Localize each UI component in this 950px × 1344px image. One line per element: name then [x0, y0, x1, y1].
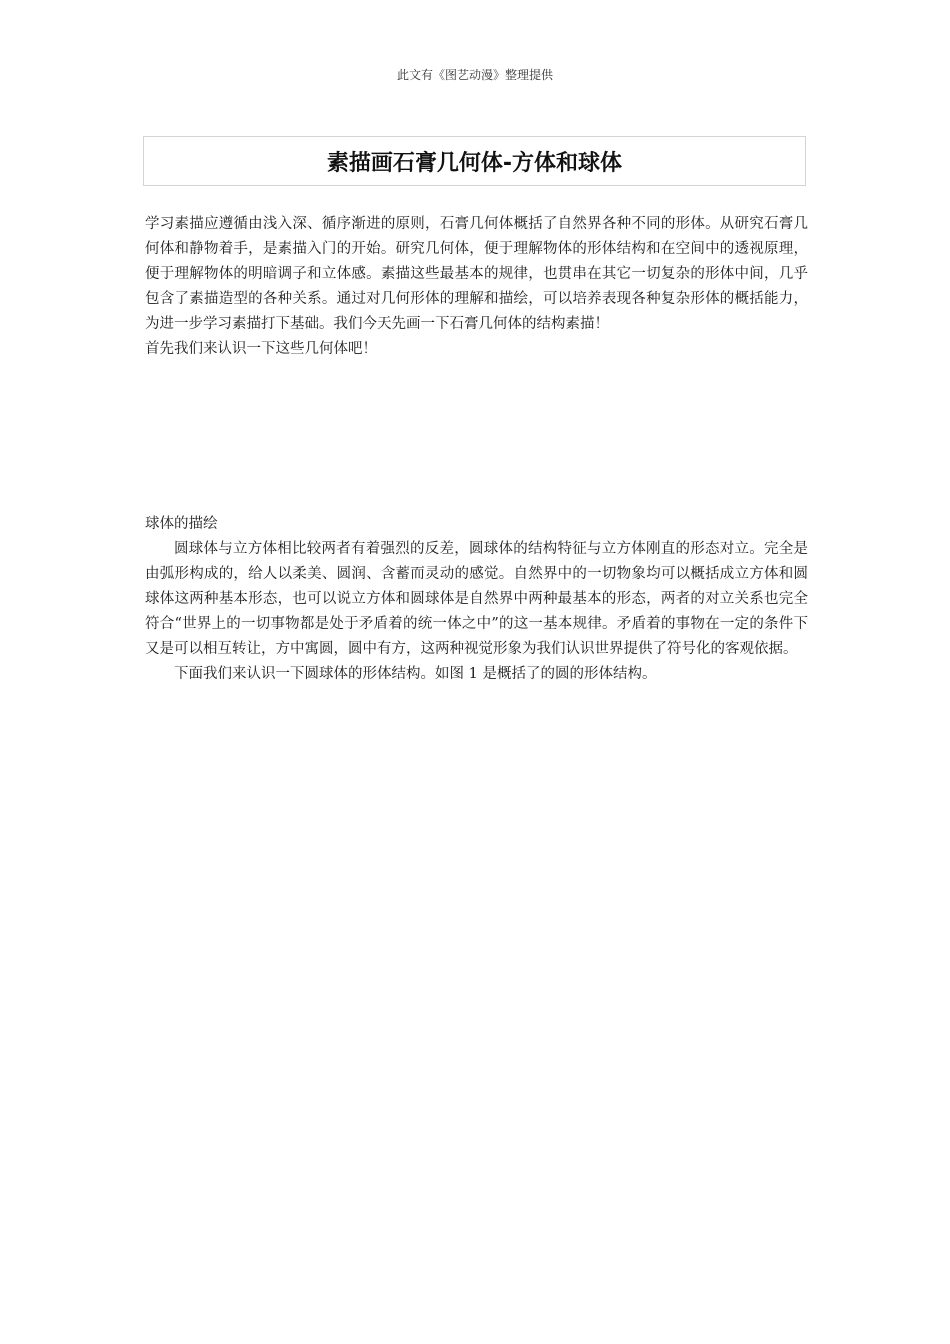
sphere-paragraph-2: 下面我们来认识一下圆球体的形体结构。如图 1 是概括了的圆的形体结构。 — [174, 666, 657, 682]
header-note: 此文有《图艺动漫》整理提供 — [396, 68, 553, 82]
intro-line: 首先我们来认识一下这些几何体吧！ — [145, 341, 377, 357]
sphere-paragraph-1: 圆球体与立方体相比较两者有着强烈的反差，圆球体的结构特征与立方体刚直的形态对立。完全是由弧形构成的，给人以柔美、圆润、含蓄而灵动的感觉。自然界中的一切物象均可以概括成立方体和圆球体这两种基本形态，也可以说立方体和圆球体是自然界中两种最基本的形态，两者的对立关系也完全符合“世界上的一切事物都是处于矛盾着的统一体之中”的这一基本规律。矛盾着的事物在一定的条件下又是可以相互转让，方中寓圆，圆中有方，这两种视觉形象为我们认识世界提供了符号化的客观依据。 — [145, 541, 808, 657]
intro-paragraph: 学习素描应遵循由浅入深、循序渐进的原则，石膏几何体概括了自然界各种不同的形体。从研究石膏几何体和静物着手，是素描入门的开始。研究几何体，便于理解物体的形体结构和在空间中的透视原理，便于理解物体的明暗调子和立体感。素描这些最基本的规律，也贯串在其它一切复杂的形体中间，几乎包含了素描造型的各种关系。通过对几何形体的理解和描绘，可以培养表现各种复杂形体的概括能力，为进一步学习素描打下基础。我们今天先画一下石膏几何体的结构素描！ — [145, 216, 808, 332]
sphere-heading: 球体的描绘 — [145, 516, 218, 532]
intro-section — [145, 212, 808, 362]
page-title: 素描画石膏几何体-方体和球体 — [326, 150, 623, 176]
title-box — [143, 136, 806, 186]
sphere-section — [145, 512, 808, 687]
